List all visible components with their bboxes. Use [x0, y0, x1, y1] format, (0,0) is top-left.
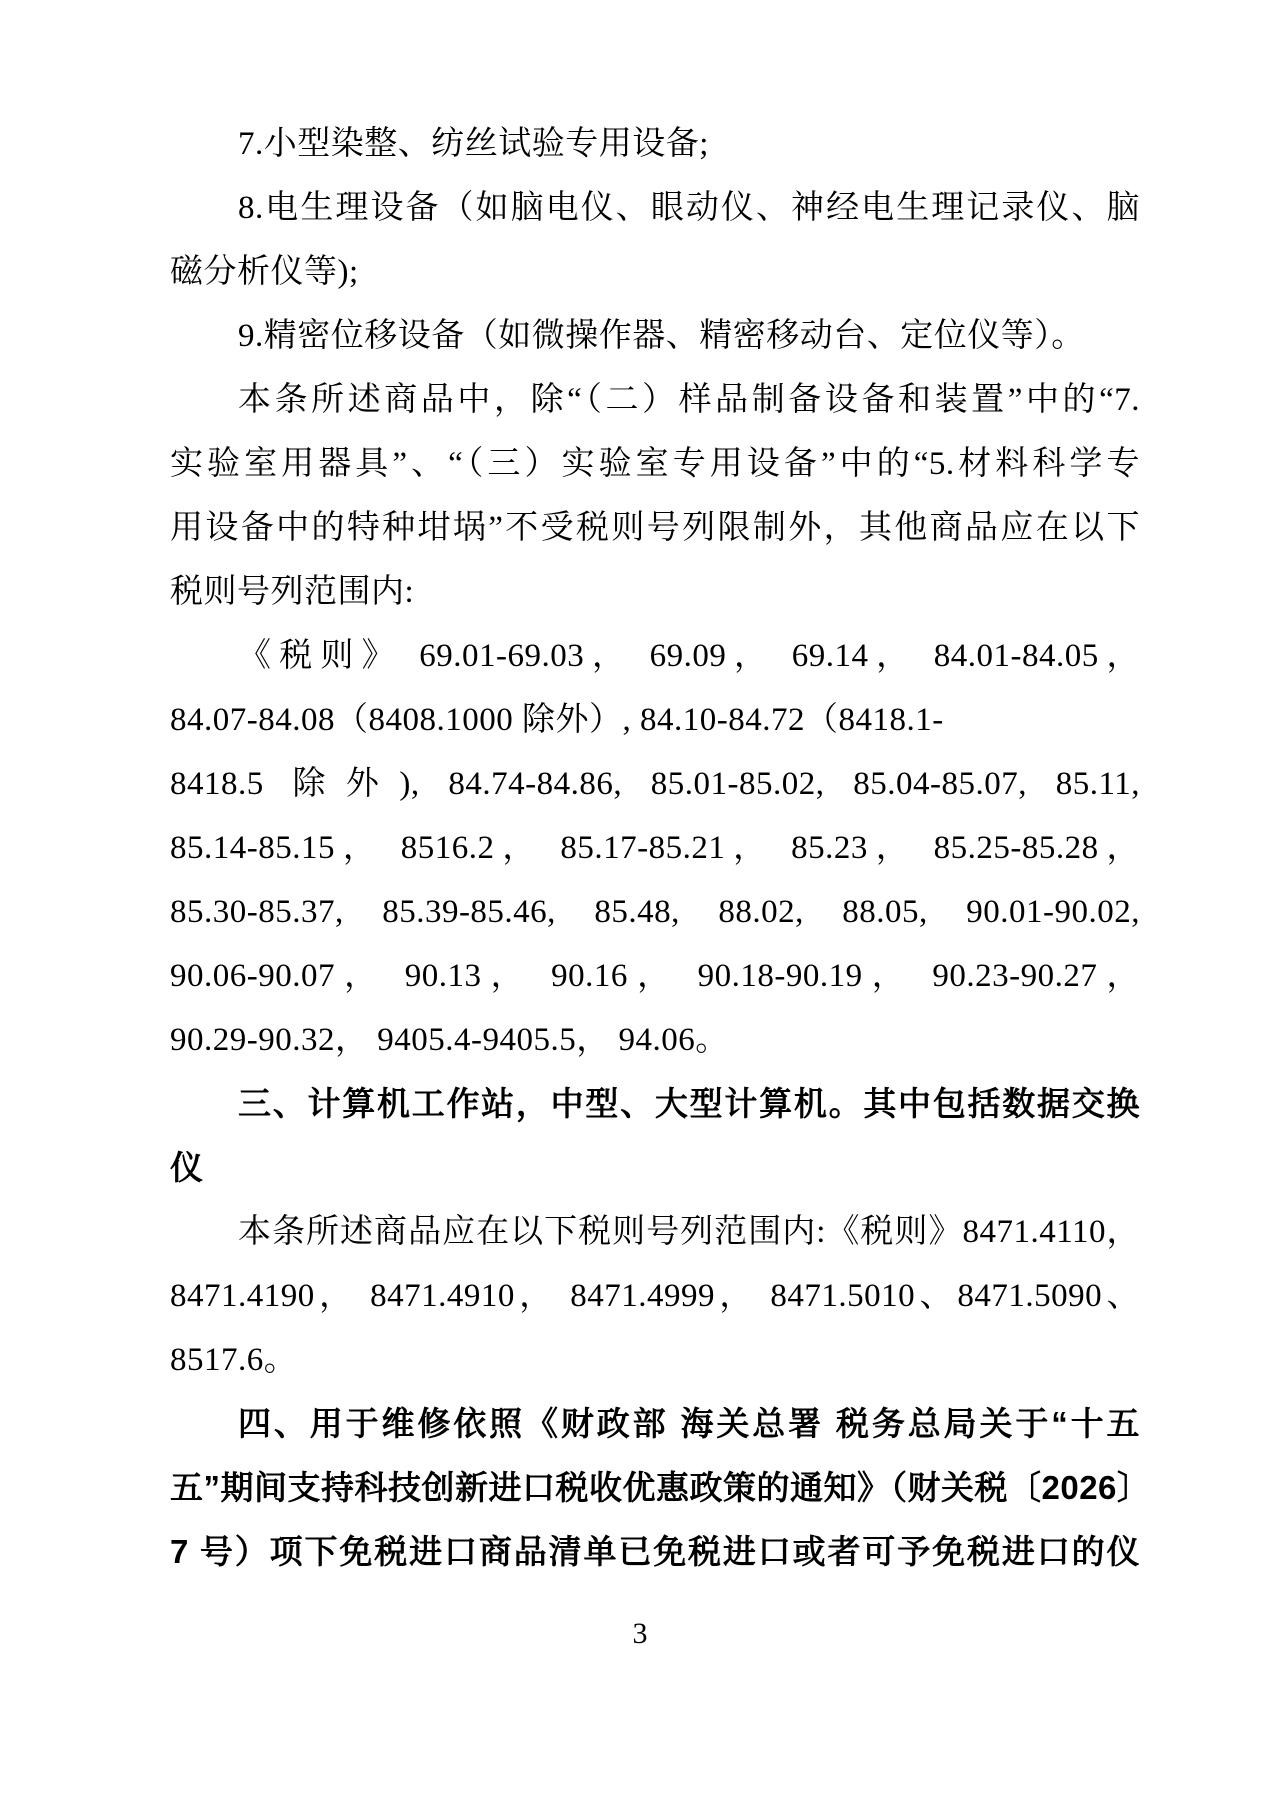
text-line: 8.电生理设备（如脑电仪、眼动仪、神经电生理记录仪、脑: [238, 190, 1140, 226]
text-line: 本条所述商品应在以下税则号列范围内:《税则》8471.4110，: [238, 1214, 1140, 1250]
text-line: 85.30-85.37, 85.39-85.46, 85.48, 88.02, 88.05, 90.01-90.02,: [170, 894, 1140, 930]
text-line: 用设备中的特种坩埚”不受税则号列限制外，其他商品应在以下: [170, 510, 1140, 546]
text-line: 9.精密位移设备（如微操作器、精密移动台、定位仪等）。: [238, 318, 1085, 354]
text-line: 7.小型染整、纺丝试验专用设备;: [238, 126, 709, 162]
text-line: 85.14-85.15， 8516.2， 85.17-85.21， 85.23， 85.25-85.28，: [170, 830, 1140, 866]
text-line: 《税则》 69.01-69.03， 69.09， 69.14， 84.01-84.05，: [238, 638, 1140, 674]
text-line: 税则号列范围内:: [170, 574, 415, 610]
text-line: 90.06-90.07， 90.13， 90.16， 90.18-90.19， 90.23-90.27，: [170, 958, 1140, 994]
text-line: 四、用于维修依照《财政部 海关总署 税务总局关于“十五: [238, 1405, 1140, 1442]
text-line: 五”期间支持科技创新进口税收优惠政策的通知》（财关税〔2026〕: [170, 1469, 1151, 1506]
text-line: 8471.4190， 8471.4910， 8471.4999， 8471.5010、8471.5090、: [170, 1278, 1140, 1314]
text-line: 84.07-84.08（8408.1000 除外）, 84.10-84.72（8418.1-: [170, 702, 944, 738]
text-line: 三、计算机工作站，中型、大型计算机。其中包括数据交换: [238, 1085, 1140, 1122]
text-line: 实验室用器具”、“（三）实验室专用设备”中的“5.材料科学专: [170, 446, 1140, 482]
text-line: 仪: [170, 1149, 204, 1186]
page-number: 3: [632, 1617, 648, 1650]
text-line: 磁分析仪等);: [170, 254, 359, 290]
text-line: 8517.6。: [170, 1342, 298, 1378]
text-line: 90.29-90.32， 9405.4-9405.5， 94.06。: [170, 1022, 729, 1058]
text-line: 8418.5 除外), 84.74-84.86, 85.01-85.02, 85.04-85.07, 85.11,: [170, 766, 1140, 802]
document-body: [170, 112, 1151, 1584]
text-line: 本条所述商品中，除“（二）样品制备设备和装置”中的“7.: [238, 382, 1140, 418]
text-line: 7 号）项下免税进口商品清单已免税进口或者可予免税进口的仪: [170, 1533, 1140, 1570]
